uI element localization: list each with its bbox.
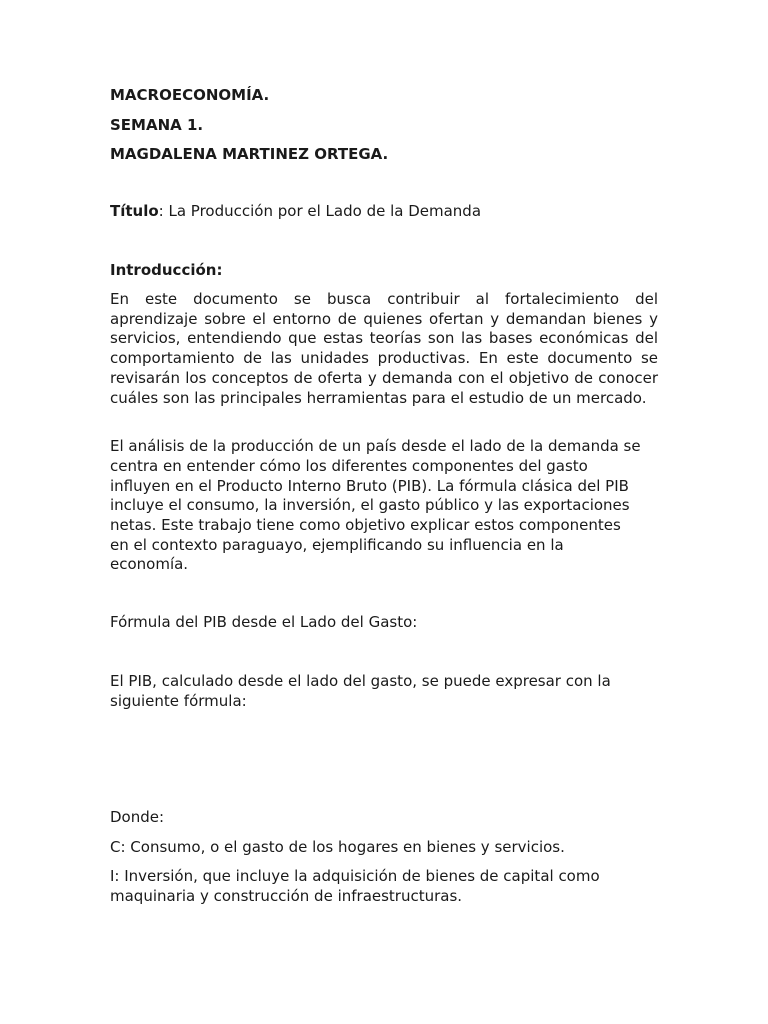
course-name: MACROECONOMÍA. — [110, 86, 270, 104]
paragraph-line: El PIB, calculado desde el lado del gasto, se puede expresar con la — [110, 672, 611, 690]
week-label: SEMANA 1. — [110, 116, 204, 134]
paragraph-line: El análisis de la producción de un país desde el lado de la demanda se — [110, 437, 641, 455]
paragraph-line: maquinaria y construcción de infraestructuras. — [110, 887, 463, 905]
consumption-definition: C: Consumo, o el gasto de los hogares en bienes y servicios. — [110, 838, 565, 856]
paragraph-line: incluye el consumo, la inversión, el gasto público y las exportaciones — [110, 496, 630, 514]
paragraph-line: netas. Este trabajo tiene como objetivo explicar estos componentes — [110, 516, 621, 534]
paragraph-line: economía. — [110, 555, 189, 573]
paragraph-line: I: Inversión, que incluye la adquisición de bienes de capital como — [110, 867, 600, 885]
paragraph-line: influyen en el Producto Interno Bruto (PIB). La fórmula clásica del PIB — [110, 477, 629, 495]
title-label: Título — [110, 202, 159, 220]
introduction-paragraph-1: En este documento se busca contribuir al fortalecimiento del aprendizaje sobre el entorno de quienes ofertan y demandan bienes y servicios, entendiendo que estas teorías son las bases económicas del comportamiento de las unidades productivas. En este documento se revisarán los conceptos de oferta y demanda con el objetivo de conocer cuáles son las principales herramientas para el estudio de un mercado. — [110, 290, 658, 407]
introduction-heading: Introducción: — [110, 261, 223, 279]
formula-heading: Fórmula del PIB desde el Lado del Gasto: — [110, 613, 418, 631]
paragraph-line: siguiente fórmula: — [110, 692, 247, 710]
where-label: Donde: — [110, 808, 165, 826]
paragraph-line: centra en entender cómo los diferentes componentes del gasto — [110, 457, 588, 475]
author-name: MAGDALENA MARTINEZ ORTEGA. — [110, 145, 389, 163]
document-title — [110, 201, 481, 221]
paragraph-line: en el contexto paraguayo, ejemplificando su influencia en la — [110, 536, 564, 554]
title-text: : La Producción por el Lado de la Demanda — [158, 202, 482, 220]
